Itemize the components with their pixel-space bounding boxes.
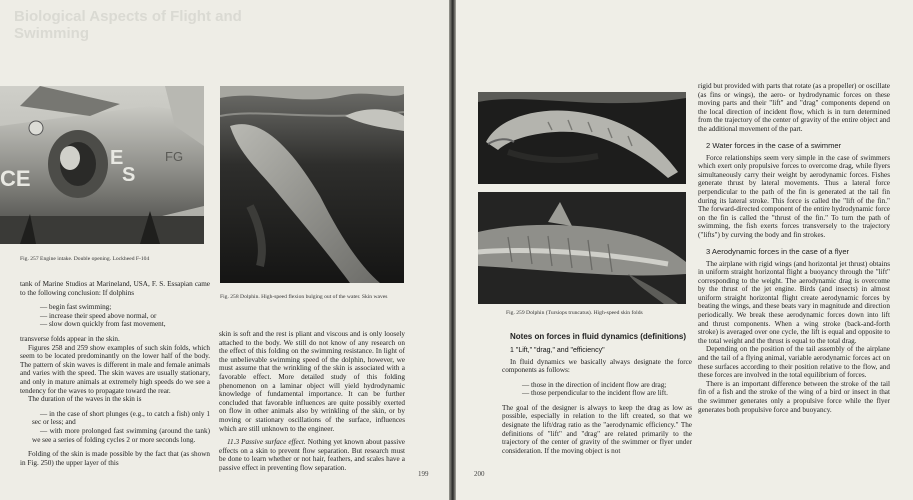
paragraph: transverse folds appear in the skin. <box>20 334 120 343</box>
paragraph: Depending on the position of the tail assembly of the airplane and the tail of a flying animal, variable aerodynamic forces act on these surfaces according to their position relative to the flow, and these forces are involved in the total equilibrium of forces. <box>698 345 890 380</box>
paragraph: Force relationships seem very simple in the case of swimmers which exert only propulsive forces to overcome drag, while flyers simultaneously carry their weight by aerodynamic forces. Fishes generate thrust by lateral movements. Thus a lateral force perpendicular to the path of the fin is generated at the tail fin during its lateral stroke. This force is called the "lift of the fin." The forward-directed component of the entire hydrodynamic force on the fin is called the "thrust of the fin." To turn the path of swimming, the fish exerts forces transversely to the trajectory ("lifts") by curving the body and fin strokes. <box>698 153 890 239</box>
left-text-column-2 <box>219 330 405 473</box>
paragraph: Figures 258 and 259 show examples of such skin folds, which seem to be located predominantly on the lower half of the body. The pattern of skin waves is different in male and female animals and varies with the speed. The skin waves are usually stationary, and only in mature animals at extremely high speeds do we see a tendency for the waves to propagate toward the rear. <box>20 343 210 395</box>
list-item: — increase their speed above normal, or <box>40 311 157 320</box>
section-heading: 3 Aerodynamic forces in the case of a flyer <box>706 246 850 256</box>
fig257-caption: Fig. 257 Engine intake. Double opening. Lockheed F-104 <box>20 256 150 262</box>
paragraph: The duration of the waves in the skin is <box>28 395 142 404</box>
fig258-caption: Fig. 258 Dolphin. High-speed flexion bulging out of the water. Skin waves <box>220 294 388 300</box>
list-item: — with more prolonged fast swimming (around the tank) we see a series of folding cycles 2 or more seconds long. <box>32 426 210 444</box>
paragraph <box>219 438 405 472</box>
paragraph: tank of Marine Studios at Marineland, USA, F. S. Essapian came to the following conclusion: If dolphins <box>20 280 210 297</box>
fig258-dolphin-photo <box>220 86 404 283</box>
page-number-right: 200 <box>474 470 485 478</box>
left-text-column-1 <box>20 280 210 467</box>
list-item: — slow down quickly from fast movement, <box>40 320 166 329</box>
paragraph: rigid but provided with parts that rotate (as a propeller) or oscillate (as fins or wings), the aero- or hydrodynamic forces on these moving parts and their "lift" and "drag" components depend on the local direction of incident flow, which is in turn determined from the trajectory of the center of gravity of the entire object and the additional movement of the part. <box>698 82 890 133</box>
paragraph: skin is soft and the rest is pliant and viscous and is only loosely attached to the body. We still do not know of any research on the effect of this folding on the swimming resistance. In light of the unbelievable swimming speed of the dolphin, however, we must assume that the wrinkling of the skin is associated with a favorable effect. More detailed study of this folding phenomenon on a laminar object will yield hydrodynamic knowledge of fundamental importance. It can be further concluded that favorable influences are quite possibly exerted on flow in other animals also by wrinkling of the skin, or by moving or stationary oscillations of the surface, influences which are still unknown to the engineer. <box>219 330 405 433</box>
ghost-running-head: Biological Aspects of Flight and Swimming <box>14 8 242 42</box>
section-heading: 2 Water forces in the case of a swimmer <box>706 140 842 150</box>
fig257-jet-photo <box>0 86 204 244</box>
dolphin-top-illustration <box>478 92 686 184</box>
fig259-dolphin-bottom-photo <box>478 192 686 304</box>
paragraph: In fluid dynamics we basically always designate the force components as follows: <box>502 357 692 375</box>
left-page <box>0 0 449 500</box>
list-item: — in the case of short plunges (e.g., to catch a fish) only 1 sec or less; and <box>32 409 210 427</box>
book-gutter <box>449 0 456 500</box>
fig259-caption: Fig. 259 Dolphin (Tursiops truncatus). High-speed skin folds <box>506 310 643 316</box>
subheading: 1 "Lift," "drag," and "efficiency" <box>510 346 605 354</box>
svg-text:CE: CE <box>0 166 31 191</box>
paragraph: There is an important difference between the stroke of the tail fin of a fish and the stroke of the wing of a bird or insect in that the swimmer generates only a propulsive force while the flyer generates both propulsive force and buoyancy. <box>698 379 890 414</box>
right-text-column-2 <box>698 82 890 414</box>
list-item: — those perpendicular to the incident flow are lift. <box>522 389 668 398</box>
dolphin-bottom-illustration <box>478 192 686 304</box>
dolphin-illustration <box>220 86 404 283</box>
paragraph: Folding of the skin is made possible by the fact that (as shown in Fig. 250) the upper layer of this <box>20 450 210 467</box>
jet-illustration <box>0 86 204 244</box>
right-page <box>456 0 913 500</box>
paragraph: The goal of the designer is always to keep the drag as low as possible, especially in relation to the lift created, so that we designate the lift/drag ratio as the "aerodynamic efficiency." The definitions of "lift" and "drag" are related primarily to the trajectory of the center of gravity of the swimmer or flyer under consideration. If the moving object is not <box>502 403 692 455</box>
section-heading: 11.3 Passive surface effect. <box>227 438 306 447</box>
list-item: — those in the direction of incident flow are drag; <box>522 380 667 389</box>
svg-text:FG: FG <box>165 149 184 164</box>
svg-text:E: E <box>110 147 124 169</box>
paragraph-body: Nothing yet known about passive effects on a skin to prevent flow separation. But research must be done to learn whether or not hair, feathers, and scales have a passive effect in preventing flow separation. <box>219 438 405 472</box>
svg-text:S: S <box>122 164 136 186</box>
fig259-dolphin-top-photo <box>478 92 686 184</box>
page-number-left: 199 <box>418 470 429 478</box>
list-item: — begin fast swimming; <box>40 303 112 312</box>
paragraph: The airplane with rigid wings (and horizontal jet thrust) obtains in uniform straight horizontal flight a buoyancy through the "lift" corresponding to the weight. The aerodynamic drag is overcome by the thrust of the jet engine. Birds (and insects) in almost uniform straight horizontal flight create aerodynamic forces by beating the wings, and these beats vary in magnitude and direction periodically. We break these aerodynamic forces down into lift and thrust components. When a wing stroke (back-and-forth stroke) is averaged over one cycle, the lift is equal and opposite to the total weight and the thrust is equal to the total drag. <box>698 259 890 345</box>
right-text-column-1 <box>502 332 692 455</box>
section-title: Notes on forces in fluid dynamics (definitions) <box>510 332 687 341</box>
